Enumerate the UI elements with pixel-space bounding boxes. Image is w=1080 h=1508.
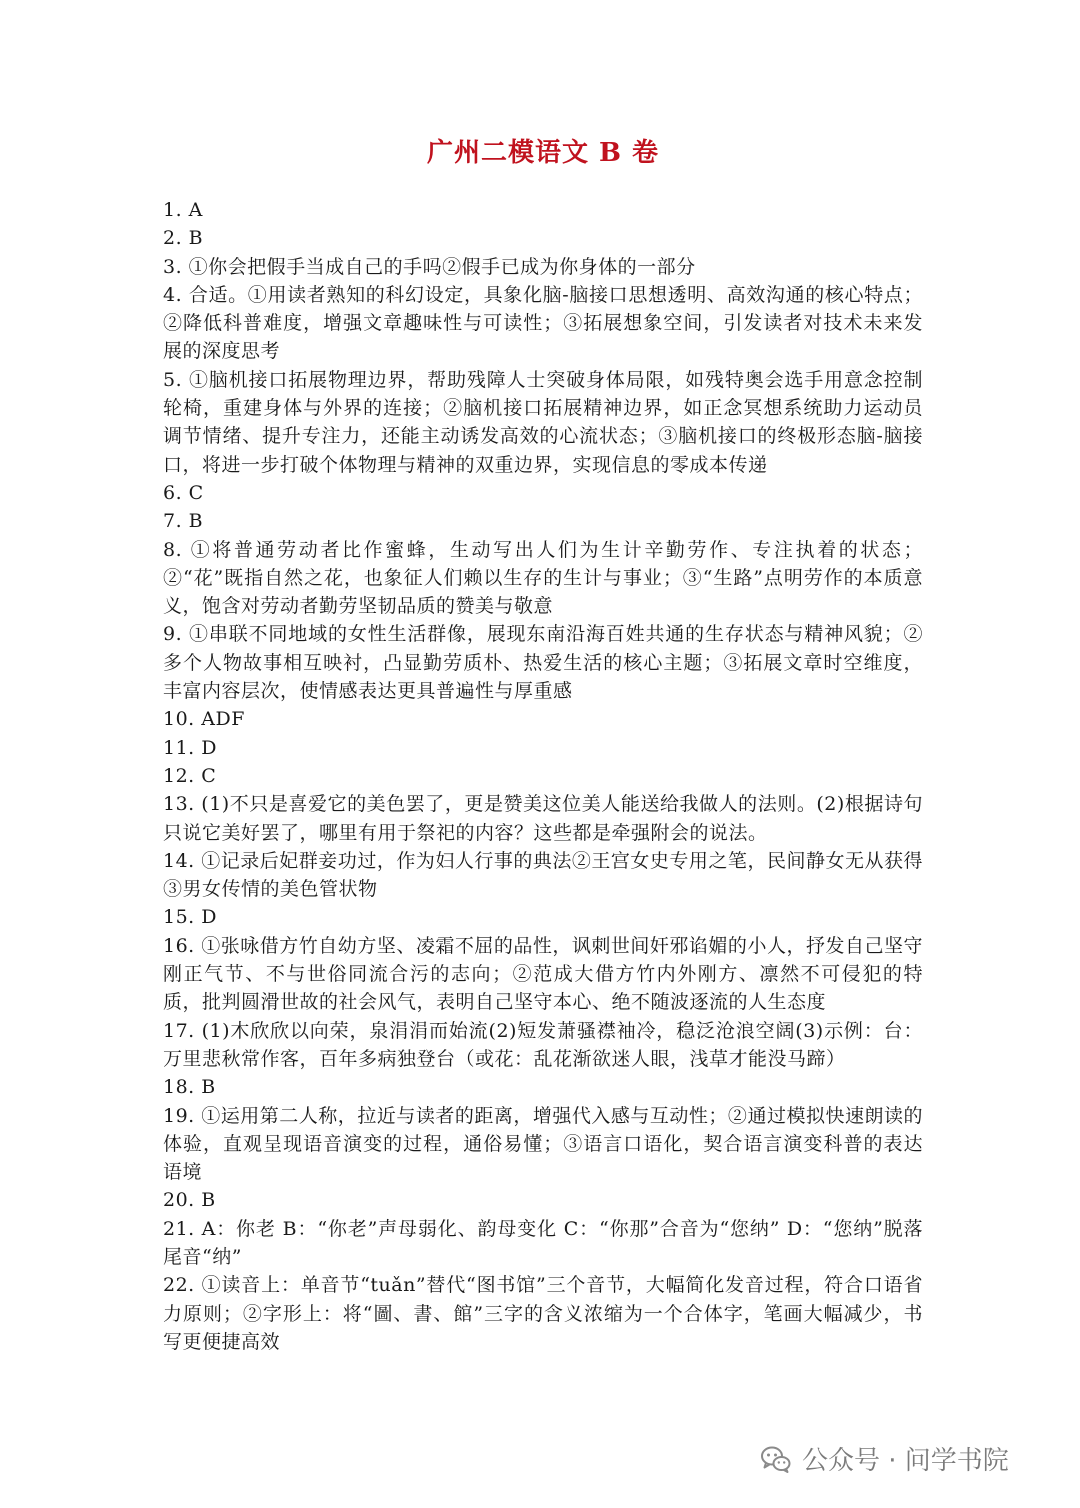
answer-item: 19. ①运用第二人称，拉近与读者的距离，增强代入感与互动性；②通过模拟快速朗读的体验，直观呈现语音演变的过程，通俗易懂；③语言口语化，契合语言演变科普的表达语境 bbox=[163, 1104, 923, 1184]
document-title: 广州二模语文 B 卷 bbox=[426, 138, 660, 168]
watermark bbox=[760, 1440, 1009, 1477]
answer-item: 8. ①将普通劳动者比作蜜蜂，生动写出人们为生计辛勤劳作、专注执着的状态；②“花”既指自然之花，也象征人们赖以生存的生计与事业；③“生路”点明劳作的本质意义，饱含对劳动者勤劳坚韧品质的赞美与敬意 bbox=[163, 538, 923, 618]
wechat-icon bbox=[760, 1443, 792, 1475]
answer-list bbox=[163, 196, 923, 1356]
answer-item: 18. B bbox=[163, 1076, 216, 1099]
answer-item: 17. (1)木欣欣以向荣，泉涓涓而始流(2)短发萧骚襟袖冷，稳泛沧浪空阔(3)示例：台：万里悲秋常作客，百年多病独登台（或花：乱花渐欲迷人眼，浅草才能没马蹄） bbox=[163, 1019, 923, 1070]
answer-item: 3. ①你会把假手当成自己的手吗②假手已成为你身体的一部分 bbox=[163, 255, 696, 278]
answer-item: 9. ①串联不同地域的女性生活群像，展现东南沿海百姓共通的生存状态与精神风貌；②多个人物故事相互映衬，凸显勤劳质朴、热爱生活的核心主题；③拓展文章时空维度，丰富内容层次，使情感表达更具普遍性与厚重感 bbox=[163, 623, 923, 703]
answer-item: 6. C bbox=[163, 481, 204, 504]
answer-item: 13. (1)不只是喜爱它的美色罢了，更是赞美这位美人能送给我做人的法则。(2)根据诗句只说它美好罢了，哪里有用于祭祀的内容？这些都是牵强附会的说法。 bbox=[163, 793, 923, 844]
answer-item: 21. A：你老 B：“你老”声母弱化、韵母变化 C：“你那”合音为“您纳” D：“您纳”脱落尾音“纳” bbox=[163, 1217, 923, 1268]
answer-item: 5. ①脑机接口拓展物理边界，帮助残障人士突破身体局限，如残特奥会选手用意念控制轮椅，重建身体与外界的连接；②脑机接口拓展精神边界，如正念冥想系统助力运动员调节情绪、提升专注力，还能主动诱发高效的心流状态；③脑机接口的终极形态脑-脑接口，将进一步打破个体物理与精神的双重边界，实现信息的零成本传递 bbox=[163, 368, 923, 476]
answer-item: 12. C bbox=[163, 764, 217, 787]
watermark-text: 公众号 · 问学书院 bbox=[802, 1446, 1009, 1476]
answer-item: 16. ①张咏借方竹自幼方坚、凌霜不屈的品性，讽刺世间奸邪谄媚的小人，抒发自己坚守刚正气节、不与世俗同流合污的志向；②范成大借方竹内外刚方、凛然不可侵犯的特质，批判圆滑世故的社会风气，表明自己坚守本心、绝不随波逐流的人生态度 bbox=[163, 934, 923, 1014]
answer-item: 1. A bbox=[163, 199, 203, 221]
answer-item: 14. ①记录后妃群妾功过，作为妇人行事的典法②王宫女史专用之笔，民间静女无从获得③男女传情的美色管状物 bbox=[163, 849, 923, 901]
answer-item: 22. ①读音上：单音节“tuǎn”替代“图书馆”三个音节，大幅简化发音过程，符合口语省力原则；②字形上：将“圖、書、館”三字的含义浓缩为一个合体字，笔画大幅减少，书写更便捷高效 bbox=[163, 1274, 923, 1353]
answer-item: 2. B bbox=[163, 227, 204, 250]
answer-sheet bbox=[163, 136, 923, 1356]
answer-item: 7. B bbox=[163, 510, 204, 533]
answer-item: 10. ADF bbox=[163, 708, 245, 731]
answer-item: 4. 合适。①用读者熟知的科幻设定，具象化脑-脑接口思想透明、高效沟通的核心特点；②降低科普难度，增强文章趣味性与可读性；③拓展想象空间，引发读者对技术未来发展的深度思考 bbox=[163, 283, 923, 363]
answer-item: 11. D bbox=[163, 736, 217, 759]
answer-item: 20. B bbox=[163, 1189, 216, 1212]
answer-item: 15. D bbox=[163, 906, 217, 929]
